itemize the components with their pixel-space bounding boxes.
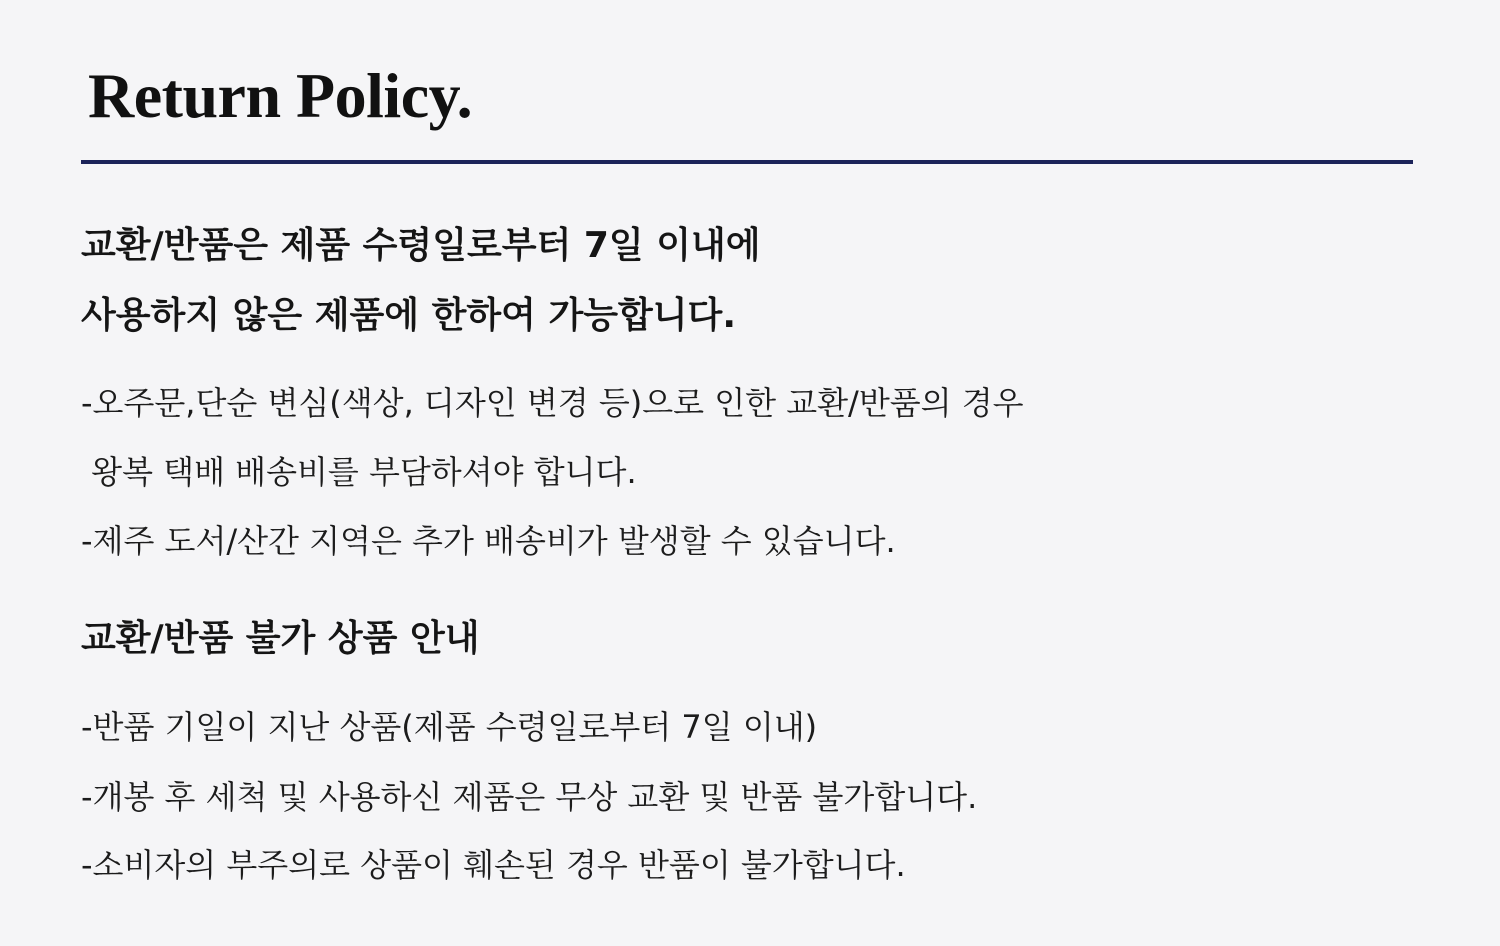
title-divider [81,160,1413,164]
non-returnable-item: -반품 기일이 지난 상품(제품 수령일로부터 7일 이내) [81,708,818,746]
non-returnable-heading: 교환/반품 불가 상품 안내 [81,618,480,659]
non-returnable-item: -소비자의 부주의로 상품이 훼손된 경우 반품이 불가합니다. [81,846,906,884]
page-title: Return Policy. [88,60,473,131]
non-returnable-item: -개봉 후 세척 및 사용하신 제품은 무상 교환 및 반품 불가합니다. [81,778,978,816]
policy-note: 왕복 택배 배송비를 부담하셔야 합니다. [81,453,637,491]
intro-heading-line-1: 교환/반품은 제품 수령일로부터 7일 이내에 [81,225,761,266]
policy-note: -오주문,단순 변심(색상, 디자인 변경 등)으로 인한 교환/반품의 경우 [81,384,1024,422]
policy-note: -제주 도서/산간 지역은 추가 배송비가 발생할 수 있습니다. [81,522,896,560]
intro-heading-line-2: 사용하지 않은 제품에 한하여 가능합니다. [81,295,737,336]
